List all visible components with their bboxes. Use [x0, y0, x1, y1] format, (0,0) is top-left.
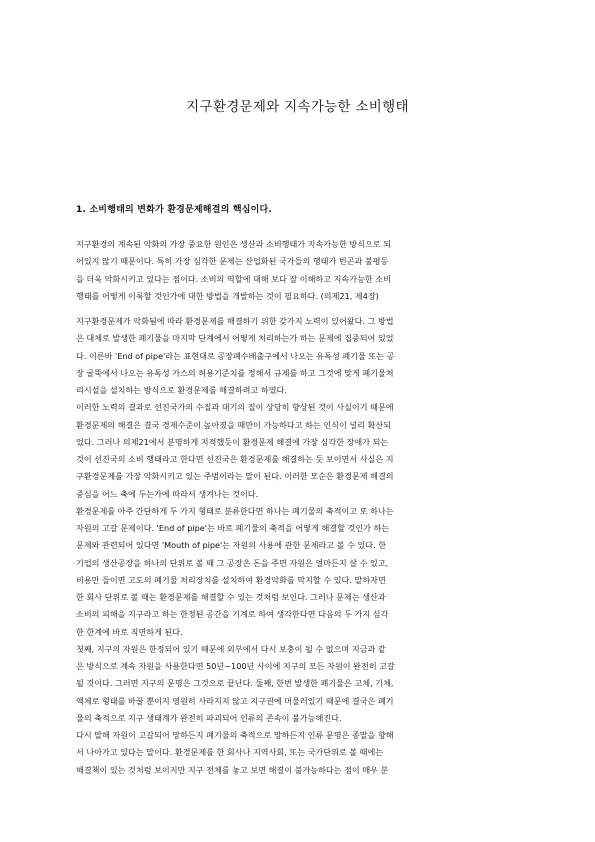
text-line: 서 나아가고 있다는 말이다. 환경문제를 한 회사나 지역사회, 또는 국가단위로 볼 때에는	[76, 747, 384, 758]
section-heading: 1. 소비행태의 변화가 환경문제해결의 핵심이다.	[76, 205, 273, 215]
text-line: 어있지 않기 때문이다. 특히 가장 심각한 문제는 산업화된 국가들의 행태가 빈곤과 불평등	[76, 256, 389, 267]
text-line: 소비의 피해을 지구라고 하는 한정된 공간을 기계로 하여 생각한다면 다음의 두 가지 심각	[76, 609, 389, 620]
text-line: 다시 말해 자원이 고갈되어 망하든지 폐기물의 축적으로 망하든지 인류 문명은 종말을 향해	[76, 730, 394, 740]
text-line: 다. 이른바 'End of pipe'라는 표현대로 공장폐수배출구에서 나오는 유독성 폐기물 또는 공	[76, 350, 395, 361]
document-body	[76, 236, 518, 779]
text-line: 지구환경의 계속된 악화의 가장 중요한 원인은 생산과 소비행태가 지속가능한 방식으로 되	[76, 239, 392, 249]
text-line: 자원의 고갈 문제이다. 'End of pipe'는 바로 폐기물의 축적을 어떻게 해결할 것인가 하는	[76, 523, 390, 533]
text-line: 이러한 노력의 결과로 선진국가의 수질과 대기의 질이 상당히 향상된 것이 사실이기 때문에	[76, 402, 394, 413]
text-line: 중심을 어느 축에 두는가에 따라서 생겨나는 것이다.	[76, 488, 259, 499]
text-line: 은 방식으로 계속 자원을 사용한다면 50년~100년 사이에 지구의 모든 자원이 완전히 고갈	[76, 661, 395, 671]
paragraph	[76, 313, 518, 779]
text-line: 물의 축적으로 지구 생태계가 완전히 파괴되어 인류의 존속이 불가능해진다.	[76, 712, 342, 723]
text-line: 해결책이 있는 것처럼 보이지만 지구 전체를 놓고 보면 해결이 불가능하다는 점이 매우 분	[76, 764, 389, 775]
text-line: 환경문제를 아주 간단하게 두 가지 형태로 분류한다면 하나는 폐기물의 축적이고 또 하나는	[76, 505, 394, 516]
text-line: 환경문제의 해결은 결국 경제수준이 높아졌을 때만이 가능하다고 하는 인식이 널리 확산되	[76, 419, 392, 430]
document-title: 지구환경문제와 지속가능한 소비행태	[186, 99, 409, 115]
text-line: 은 대체로 발생한 폐기물을 마지막 단계에서 어떻게 처리하는가 하는 문제에 집중되어 있었	[76, 333, 394, 344]
text-line: 구환경문제를 가장 악화시키고 있는 주범이라는 말이 된다. 이러한 모순은 환경문제 해결의	[76, 471, 394, 482]
text-line: 한 한계에 바로 직면하게 된다.	[76, 626, 183, 637]
text-line: 문제와 관련되어 있다면 'Mouth of pipe'는 자원의 사용에 관한 문제라고 볼 수 있다. 한	[76, 540, 387, 551]
text-line: 비용만 들이면 고도의 폐기물 처리장치를 설치하여 환경악화를 막지할 수 있다. 말하자면	[76, 574, 386, 585]
paragraph	[76, 236, 518, 305]
text-line: 첫째, 지구의 자원은 한정되어 있기 때문에 외부에서 다시 보충이 될 수 없으며 지금과 같	[76, 643, 386, 654]
text-line: 었다. 그러나 의제21에서 분명하게 지적했듯이 환경문제 해결에 가장 심각한 장애가 되는	[76, 436, 389, 447]
text-line: 기업의 생산공장을 하나의 단위로 볼 때 그 공장은 돈을 주면 자원은 얼마든지 살 수 있고,	[76, 557, 389, 568]
text-line: 리시설을 설치하는 방식으로 환경문제를 해결하려고 하였다.	[76, 385, 287, 395]
text-line: 행태를 어떻게 이룩할 것인가에 대한 방법을 개발하는 것이 필요하다. (의제21, 제4장)	[76, 290, 379, 301]
text-line: 것이 선진국의 소비 행태라고 한다면 선진국은 환경문제를 해결하는 듯 보이면서 사실은 지	[76, 454, 394, 464]
text-line: 될 것이다. 그러면 지구의 문명은 그것으로 끝난다. 둘째, 한번 발생한 폐기물은 고체, 기체,	[76, 678, 394, 689]
text-line: 장 굴뚝에서 나오는 유독성 가스의 허용기준치를 정해서 규제를 하고 그것에 맞게 폐기물처	[76, 367, 394, 378]
text-line: 지구환경문제가 악화됨에 따라 환경문제를 해결하기 위한 갖가지 노력이 있어왔다. 그 방법	[76, 316, 394, 326]
text-line: 을 더욱 악화시키고 있다는 점이다. 소비의 역할에 대해 보다 잘 이해하고 지속가능한 소비	[76, 273, 391, 284]
text-line: 액체로 형태를 바꿀 뿐이지 영원히 사라지지 않고 지구권에 머물러있기 때문에 결국은 폐기	[76, 695, 394, 706]
text-line: 한 회사 단위로 볼 때는 환경문제를 해결할 수 있는 것처럼 보인다. 그러나 문제는 생산과	[76, 592, 386, 602]
